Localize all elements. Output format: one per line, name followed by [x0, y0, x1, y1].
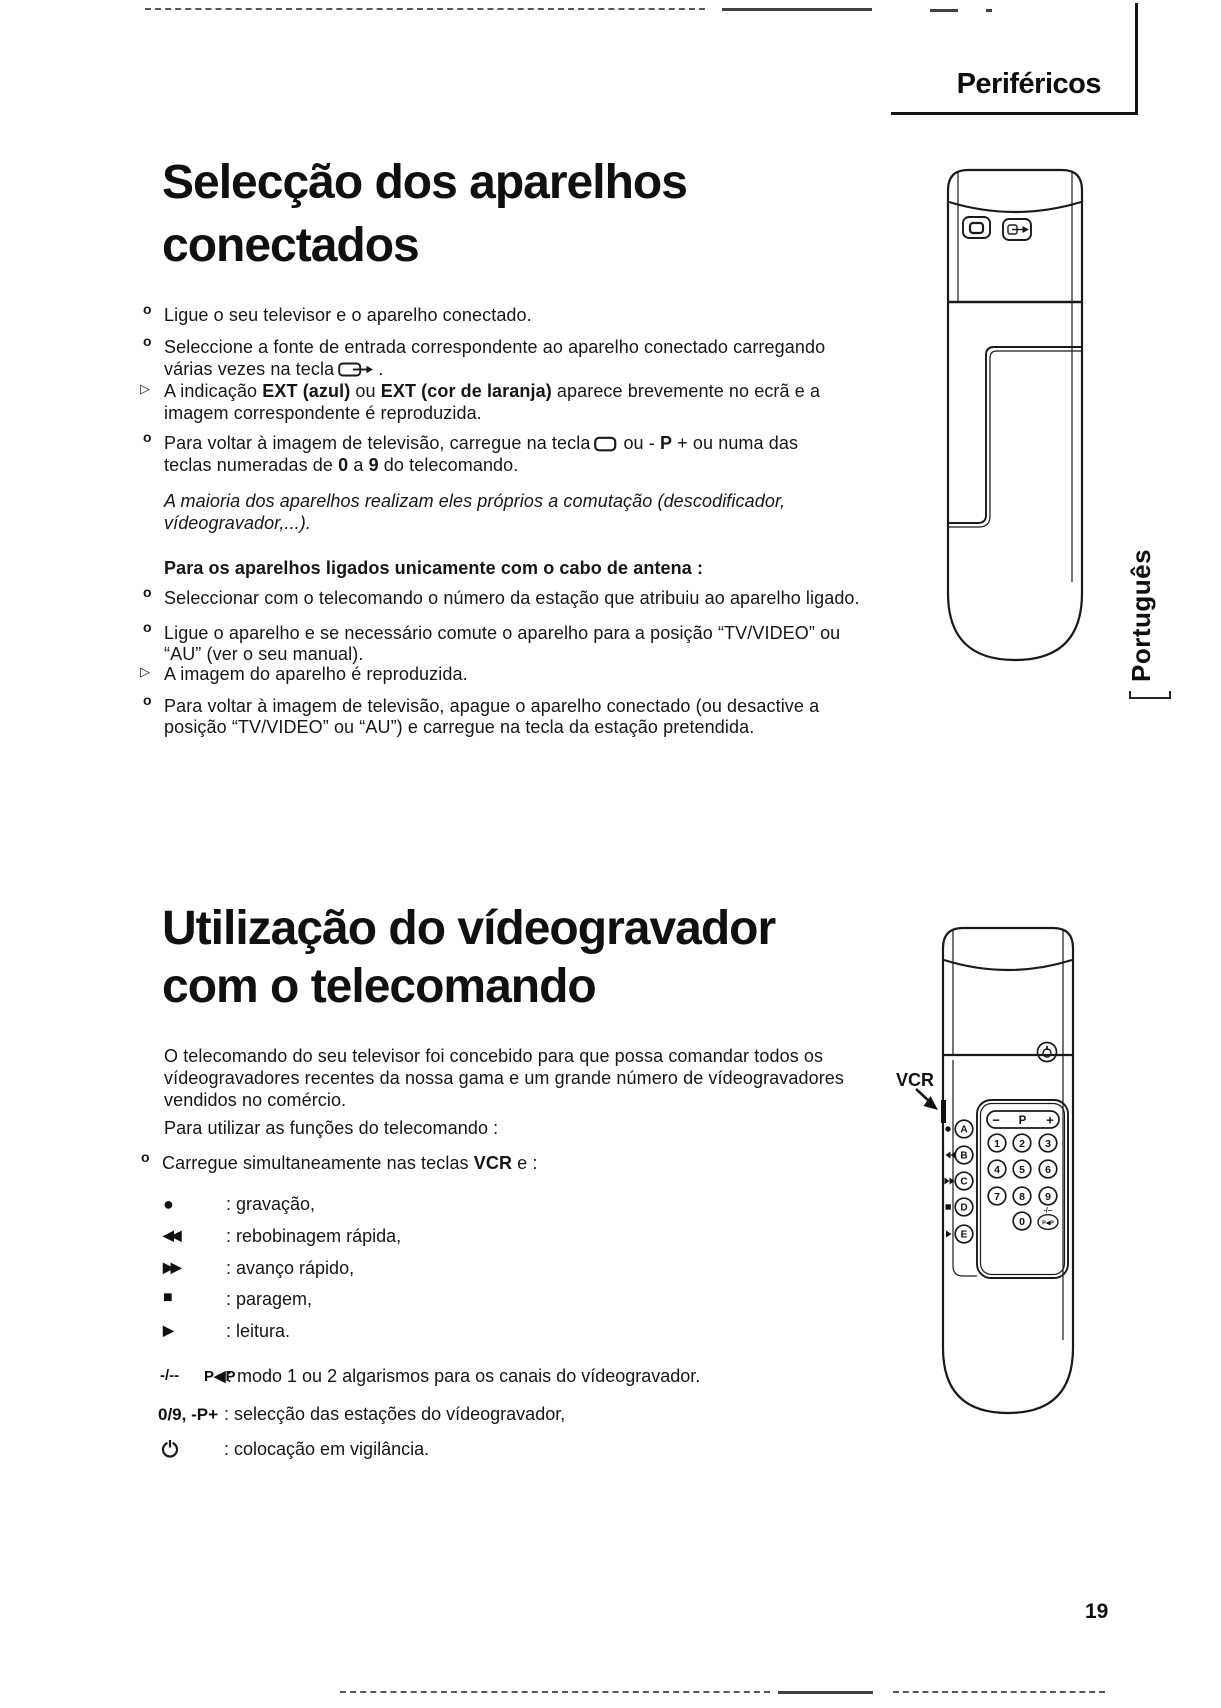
bullet-line: Ligue o aparelho e se necessário comute o aparelho para a posição “TV/VIDEO” ou	[164, 623, 841, 643]
svg-text:P: P	[1018, 1115, 1027, 1127]
bullet-line: Seleccionar com o telecomando o número da estação que atribuiu ao aparelho ligado.	[164, 588, 860, 608]
source-key-on-remote	[1003, 219, 1031, 240]
svg-text:8: 8	[1019, 1190, 1025, 1203]
p-swap-key	[1038, 1208, 1058, 1230]
circle-bullet-marker: o	[143, 584, 152, 600]
stop-icon: ■	[163, 1289, 173, 1306]
bullet-line: Para voltar à imagem de televisão, apague o aparelho conectado (ou desactive a	[164, 696, 820, 716]
svg-text:5: 5	[1019, 1163, 1025, 1176]
svg-text:-/--: -/--	[1043, 1207, 1053, 1215]
bullet-text: .	[378, 359, 384, 379]
svg-text:2: 2	[1019, 1137, 1025, 1150]
svg-text:4: 4	[994, 1163, 1000, 1176]
digit-program-keys-label: 0/9, -P+	[158, 1405, 219, 1424]
circle-bullet-marker: o	[141, 1149, 150, 1165]
bullet-line: posição “TV/VIDEO” ou “AU”) e carregue na tecla da estação pretendida.	[164, 717, 755, 737]
circle-bullet-marker: o	[143, 619, 152, 635]
bullet-line: imagem correspondente é reproduzida.	[164, 403, 482, 423]
rewind-icon: ◀◀	[163, 1227, 179, 1243]
bullet-text: a	[348, 455, 369, 475]
rewind-icon	[946, 1152, 956, 1159]
standby-power-icon	[160, 1438, 180, 1464]
record-icon	[945, 1126, 950, 1131]
paragraph-line: vídeogravadores recentes da nossa gama e um grande número de vídeogravadores	[164, 1068, 845, 1088]
section1-title-line2: conectados	[162, 219, 419, 272]
paragraph-line: vendidos no comércio.	[164, 1090, 347, 1110]
circle-bullet-marker: o	[143, 333, 152, 349]
play-icon: ▶	[163, 1322, 174, 1338]
function-desc: : colocação em vigilância.	[224, 1439, 430, 1459]
section2-title-line2: com o telecomando	[162, 960, 596, 1013]
peripherals-tab-underline	[891, 112, 1137, 115]
svg-text:3: 3	[1045, 1137, 1051, 1150]
top-scan-artifact	[145, 8, 705, 10]
top-scan-artifact	[722, 8, 872, 11]
subheading: Para os aparelhos ligados unicamente com o cabo de antena :	[164, 558, 704, 578]
triangle-bullet-marker: ▷	[140, 664, 150, 679]
page-number: 19	[1085, 1600, 1109, 1623]
bullet-text: A indicação	[164, 381, 263, 401]
note-line: vídeogravador,...).	[164, 513, 311, 533]
bottom-scan-artifact	[778, 1691, 873, 1694]
bullet-text: do telecomando.	[378, 455, 519, 475]
bullet-line	[162, 1151, 538, 1175]
bullet-text: várias vezes na tecla	[164, 359, 335, 379]
circle-bullet-marker: o	[143, 301, 152, 317]
tv-key-icon	[594, 434, 619, 458]
bullet-text: e :	[512, 1153, 538, 1173]
bottom-scan-artifact	[340, 1691, 770, 1693]
stop-icon	[946, 1204, 951, 1209]
remote2-illustration	[880, 920, 1080, 1420]
vcr-arrow-icon	[916, 1089, 938, 1110]
svg-text:B: B	[960, 1150, 968, 1162]
tv-key-on-remote	[963, 217, 990, 238]
svg-text:7: 7	[994, 1190, 1000, 1203]
bold-text: EXT (azul)	[262, 381, 351, 401]
section2-title-line1: Utilização do vídeogravador	[162, 902, 776, 955]
function-desc: : rebobinagem rápida,	[226, 1226, 402, 1246]
svg-text:6: 6	[1045, 1163, 1051, 1176]
vcr-side-key	[941, 1100, 946, 1123]
triangle-bullet-marker: ▷	[140, 381, 150, 396]
section1-title-line1: Selecção dos aparelhos	[162, 156, 687, 209]
svg-text:0: 0	[1019, 1215, 1025, 1228]
bullet-line: Ligue o seu televisor e o aparelho conectado.	[164, 305, 532, 325]
bold-text: VCR	[473, 1153, 513, 1173]
svg-text:A: A	[960, 1124, 968, 1136]
svg-text:P◀P: P◀P	[1042, 1220, 1054, 1227]
bold-text: P	[659, 433, 673, 453]
bullet-text: ou	[350, 381, 381, 401]
circle-bullet-marker: o	[143, 429, 152, 445]
function-desc: : gravação,	[226, 1194, 316, 1214]
svg-text:9: 9	[1045, 1190, 1051, 1203]
svg-text:C: C	[960, 1176, 968, 1188]
bullet-text: + ou numa das	[672, 433, 799, 453]
top-scan-artifact	[986, 9, 992, 12]
function-desc: : paragem,	[226, 1289, 313, 1309]
bottom-scan-artifact	[893, 1691, 1105, 1693]
keypad-panel	[977, 1100, 1068, 1278]
fast-forward-icon: ▶▶	[163, 1259, 179, 1275]
play-icon	[946, 1231, 952, 1238]
bullet-text: ou -	[623, 433, 660, 453]
language-bracket	[1129, 691, 1171, 699]
digit-mode-key-label: -/--	[160, 1367, 180, 1384]
language-sidebar-label: Português	[1126, 548, 1156, 682]
bullet-line	[164, 379, 820, 403]
bullet-line	[164, 453, 518, 477]
svg-text:1: 1	[994, 1137, 1000, 1150]
bullet-line: Seleccione a fonte de entrada correspondente ao aparelho conectado carregando	[164, 337, 826, 357]
function-desc: : modo 1 ou 2 algarismos para os canais do vídeogravador.	[227, 1366, 701, 1386]
function-desc: : leitura.	[226, 1321, 291, 1341]
program-pill-key	[987, 1111, 1059, 1128]
bold-text: 9	[368, 455, 379, 475]
note-line: A maioria dos aparelhos realizam eles próprios a comutação (descodificador,	[164, 491, 786, 511]
peripherals-tab-rule-vertical	[1135, 3, 1138, 115]
svg-text:+: +	[1046, 1112, 1054, 1128]
function-desc: : avanço rápido,	[226, 1258, 355, 1278]
paragraph-line: Para utilizar as funções do telecomando :	[164, 1118, 499, 1138]
bullet-text: teclas numeradas de	[164, 455, 339, 475]
remote1-illustration	[930, 160, 1090, 670]
bullet-text: aparece brevemente no ecrã e a	[551, 381, 821, 401]
top-scan-artifact	[930, 9, 958, 12]
power-button-icon	[1038, 1043, 1057, 1062]
svg-text:E: E	[960, 1229, 968, 1241]
paragraph-line: O telecomando do seu televisor foi concebido para que possa comandar todos os	[164, 1046, 824, 1066]
bullet-line: A imagem do aparelho é reproduzida.	[164, 664, 468, 684]
remote-letter-keys	[945, 1120, 973, 1243]
circle-bullet-marker: o	[143, 692, 152, 708]
svg-text:D: D	[960, 1202, 968, 1214]
function-desc: : selecção das estações do vídeogravador,	[224, 1404, 566, 1424]
bold-text: EXT (cor de laranja)	[380, 381, 552, 401]
p-swap-key-label: P◀P	[204, 1368, 236, 1385]
bullet-text: Para voltar à imagem de televisão, carregue na tecla	[164, 433, 591, 453]
record-icon: ●	[163, 1194, 174, 1214]
peripherals-tab-label: Periféricos	[956, 68, 1101, 100]
bullet-text: Carregue simultaneamente nas teclas	[162, 1153, 474, 1173]
bold-text: 0	[338, 455, 349, 475]
vcr-label: VCR	[896, 1070, 935, 1090]
svg-text:−: −	[992, 1112, 1000, 1128]
bullet-line: “AU” (ver o seu manual).	[164, 644, 364, 664]
